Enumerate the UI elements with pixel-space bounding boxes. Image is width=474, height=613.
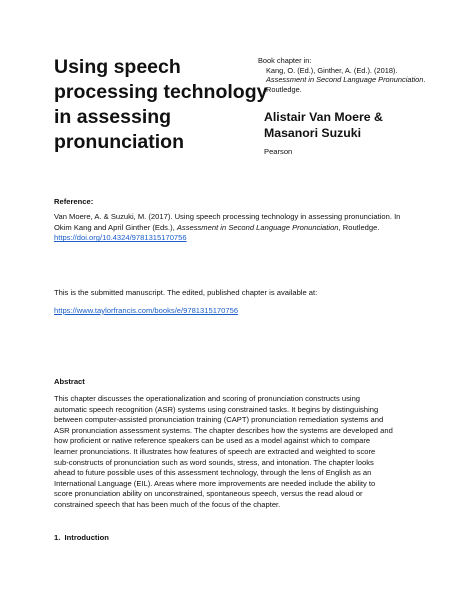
abstract-line: score pronunciation ability on unconstrained, spontaneous speech, versus the read aloud or (54, 489, 363, 499)
publisher-url-link[interactable]: https://www.taylorfrancis.com/books/e/9781315170756 (54, 306, 239, 315)
abstract-line: sub-constructs of pronunciation such as word sounds, stress, and intonation. The chapter looks (54, 457, 374, 467)
publisher-name: Pearson (264, 147, 293, 156)
book-citation: Kang, O. (Ed.), Ginther, A. (Ed.). (2018). (266, 65, 398, 75)
abstract-line: constrained speech that has been much of the focus of the chapter. (54, 499, 281, 509)
manuscript-note: This is the submitted manuscript. The edited, published chapter is available at: (54, 288, 318, 297)
reference-text (54, 212, 424, 244)
abstract-line: automatic speech recognition (ASR) systems using constrained tasks. It begins by distinguishing (54, 404, 379, 414)
abstract-line: This chapter discusses the operationalization and scoring of pronunciation constructs using (54, 394, 361, 403)
abstract-line: ASR pronunciation assessment systems. The chapter describes how the systems are developed and (54, 425, 393, 435)
abstract-body (54, 394, 429, 511)
chapter-title-line: Using speech (54, 56, 181, 78)
introduction-heading: 1. Introduction (54, 533, 109, 542)
authors (264, 110, 464, 141)
chapter-title-line: in assessing (54, 106, 172, 128)
publisher-url-line (54, 306, 238, 317)
book-title-line (258, 75, 468, 85)
abstract-line: International Language (EIL). Areas where more improvements are needed include the ability to (54, 478, 376, 488)
book-chapter-label: Book chapter in: (258, 56, 312, 65)
abstract-line: between computer-assisted pronunciation training (CAPT) pronunciation remediation systems and (54, 415, 384, 425)
chapter-title-line: processing technology (54, 81, 268, 103)
abstract-line: ahead to future possible uses of this assessment technology, through the lens of English as an (54, 468, 372, 478)
abstract-line: how proficient or native reference speakers can be used as a model against which to compare (54, 436, 371, 446)
author-line: Masanori Suzuki (264, 125, 362, 140)
book-title: Assessment in Second Language Pronunciation (266, 75, 424, 85)
reference-line (54, 223, 424, 234)
reference-heading: Reference: (54, 197, 94, 206)
reference-book-title: Assessment in Second Language Pronunciation (176, 222, 339, 232)
author-line: Alistair Van Moere & (264, 110, 383, 124)
book-title-suffix: . (423, 75, 426, 85)
reference-line2-post: , Routledge. (338, 222, 380, 232)
chapter-title (54, 55, 268, 155)
doi-link[interactable]: https://doi.org/10.4324/9781315170756 (54, 233, 187, 243)
chapter-title-line: pronunciation (54, 131, 184, 153)
book-chapter-info (258, 56, 468, 94)
reference-line: Van Moere, A. & Suzuki, M. (2017). Using speech processing technology in assessing pronunciation. In (54, 212, 401, 221)
reference-line2-pre: Okim Kang and April Ginther (Eds.), (54, 222, 177, 232)
abstract-line: learner pronunciations. It illustrates how features of speech are extracted and weighted to score (54, 446, 376, 456)
abstract-heading: Abstract (54, 377, 85, 386)
book-publisher: Routledge. (266, 84, 302, 94)
reference-doi-line (54, 233, 424, 244)
